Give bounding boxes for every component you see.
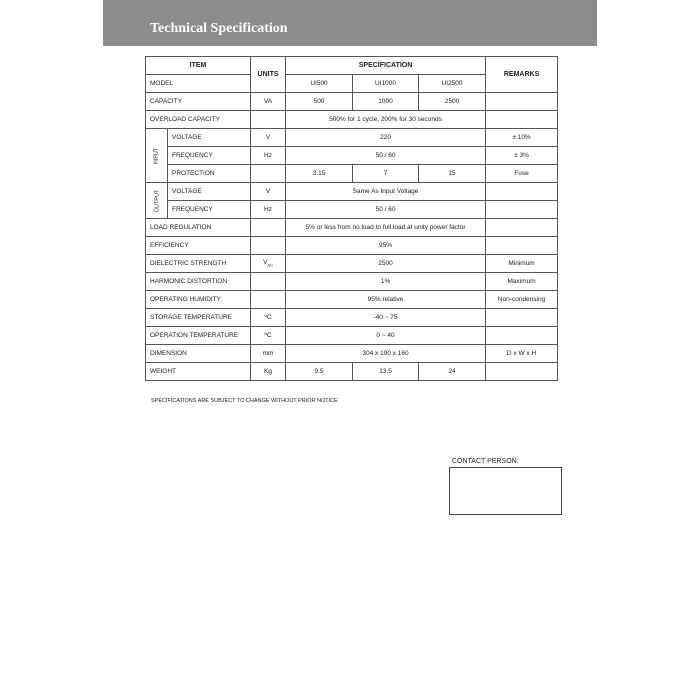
page-title: Technical Specification <box>150 21 288 36</box>
input-frequency-spec: 50 / 60 <box>286 147 486 165</box>
capacity-unit: VA <box>251 93 286 111</box>
weight-remark <box>486 363 558 381</box>
load-regulation-spec: 5% or less from no load to full load at unity power factor <box>286 219 486 237</box>
storage-temp-remark <box>486 309 558 327</box>
overload-remark <box>486 111 558 129</box>
weight-label: WEIGHT <box>146 363 251 381</box>
output-voltage-unit: V <box>251 183 286 201</box>
humidity-unit <box>251 291 286 309</box>
capacity-remark <box>486 93 558 111</box>
overload-spec: 500% for 1 cycle, 200% for 30 seconds <box>286 111 486 129</box>
model-ui1000: UI1000 <box>353 75 419 93</box>
overload-unit <box>251 111 286 129</box>
table-row <box>146 327 558 345</box>
efficiency-remark <box>486 237 558 255</box>
input-frequency-unit: Hz <box>251 147 286 165</box>
header-remarks: REMARKS <box>486 57 558 93</box>
weight-ui500: 9.5 <box>286 363 353 381</box>
storage-temp-unit: ºC <box>251 309 286 327</box>
table-row <box>146 273 558 291</box>
output-voltage-spec: Same As Input Voltage <box>286 183 486 201</box>
efficiency-label: EFFICIENCY <box>146 237 251 255</box>
capacity-ui1000: 1000 <box>353 93 419 111</box>
table-row <box>146 255 558 273</box>
model-ui500: UI500 <box>286 75 353 93</box>
dielectric-remark: Minimum <box>486 255 558 273</box>
humidity-spec: 95% relative <box>286 291 486 309</box>
operation-temp-label: OPERATION TEMPERATURE <box>146 327 251 345</box>
input-voltage-unit: V <box>251 129 286 147</box>
weight-unit: Kg <box>251 363 286 381</box>
operation-temp-unit: ºC <box>251 327 286 345</box>
input-frequency-remark: ± 3% <box>486 147 558 165</box>
table-row <box>146 165 558 183</box>
output-frequency-label: FREQUENCY <box>168 201 251 219</box>
table-row <box>146 201 558 219</box>
output-frequency-spec: 50 / 60 <box>286 201 486 219</box>
protection-remark: Fuse <box>486 165 558 183</box>
spec-table <box>145 56 558 381</box>
dielectric-label: DIELECTRIC STRENGTH <box>146 255 251 273</box>
input-voltage-remark: ± 10% <box>486 129 558 147</box>
table-row <box>146 345 558 363</box>
table-row <box>146 237 558 255</box>
operation-temp-spec: 0 ~ 40 <box>286 327 486 345</box>
harmonic-remark: Maximum <box>486 273 558 291</box>
harmonic-unit <box>251 273 286 291</box>
operation-temp-remark <box>486 327 558 345</box>
table-row <box>146 129 558 147</box>
dielectric-spec: 2500 <box>286 255 486 273</box>
output-voltage-remark <box>486 183 558 201</box>
output-frequency-unit: Hz <box>251 201 286 219</box>
protection-ui1000: 7 <box>353 165 419 183</box>
contact-person-box <box>449 467 562 515</box>
dimension-label: DIMENSION <box>146 345 251 363</box>
capacity-ui2500: 2500 <box>419 93 486 111</box>
table-row <box>146 309 558 327</box>
humidity-label: OPERATING HUMIDITY <box>146 291 251 309</box>
load-regulation-remark <box>486 219 558 237</box>
input-voltage-label: VOLTAGE <box>168 129 251 147</box>
efficiency-spec: 95% <box>286 237 486 255</box>
weight-ui1000: 13.5 <box>353 363 419 381</box>
header-specification: SPECIFICATION <box>286 57 486 75</box>
table-row <box>146 147 558 165</box>
model-ui2500: UI2500 <box>419 75 486 93</box>
dimension-remark: D x W x H <box>486 345 558 363</box>
table-row <box>146 291 558 309</box>
protection-unit <box>251 165 286 183</box>
dielectric-unit-main: V <box>263 259 268 267</box>
table-row <box>146 219 558 237</box>
protection-ui2500: 15 <box>419 165 486 183</box>
humidity-remark: Non-condensing <box>486 291 558 309</box>
output-group-label <box>146 183 168 219</box>
spec-notice: SPECIFICATIONS ARE SUBJECT TO CHANGE WITHOUT PRIOR NOTICE <box>151 398 338 404</box>
table-row <box>146 183 558 201</box>
dimension-spec: 304 x 190 x 160 <box>286 345 486 363</box>
overload-label: OVERLOAD CAPACITY <box>146 111 251 129</box>
input-group-label <box>146 129 168 183</box>
contact-person-label: CONTACT PERSON: <box>452 458 519 465</box>
header-item: ITEM <box>146 57 251 75</box>
storage-temp-spec: -40 ~ 75 <box>286 309 486 327</box>
capacity-ui500: 500 <box>286 93 353 111</box>
load-regulation-label: LOAD REGULATION <box>146 219 251 237</box>
load-regulation-unit <box>251 219 286 237</box>
input-frequency-label: FREQUENCY <box>168 147 251 165</box>
input-group-text: INPUT <box>153 147 160 165</box>
output-voltage-label: VOLTAGE <box>168 183 251 201</box>
protection-ui500: 3.15 <box>286 165 353 183</box>
dimension-unit: mm <box>251 345 286 363</box>
input-voltage-spec: 220 <box>286 129 486 147</box>
harmonic-label: HARMONIC DISTORTION <box>146 273 251 291</box>
header-bar <box>103 0 597 46</box>
capacity-label: CAPACITY <box>146 93 251 111</box>
storage-temp-label: STORAGE TEMPERATURE <box>146 309 251 327</box>
output-frequency-remark <box>486 201 558 219</box>
dielectric-unit-sub: AC <box>267 262 273 268</box>
efficiency-unit <box>251 237 286 255</box>
table-row <box>146 111 558 129</box>
harmonic-spec: 1% <box>286 273 486 291</box>
weight-ui2500: 24 <box>419 363 486 381</box>
header-units: UNITS <box>251 57 286 93</box>
table-row <box>146 363 558 381</box>
model-label: MODEL <box>146 75 251 93</box>
dielectric-unit <box>251 255 286 273</box>
output-group-text: OUTPUT <box>154 189 161 213</box>
protection-label: PROTECTION <box>168 165 251 183</box>
table-row <box>146 93 558 111</box>
